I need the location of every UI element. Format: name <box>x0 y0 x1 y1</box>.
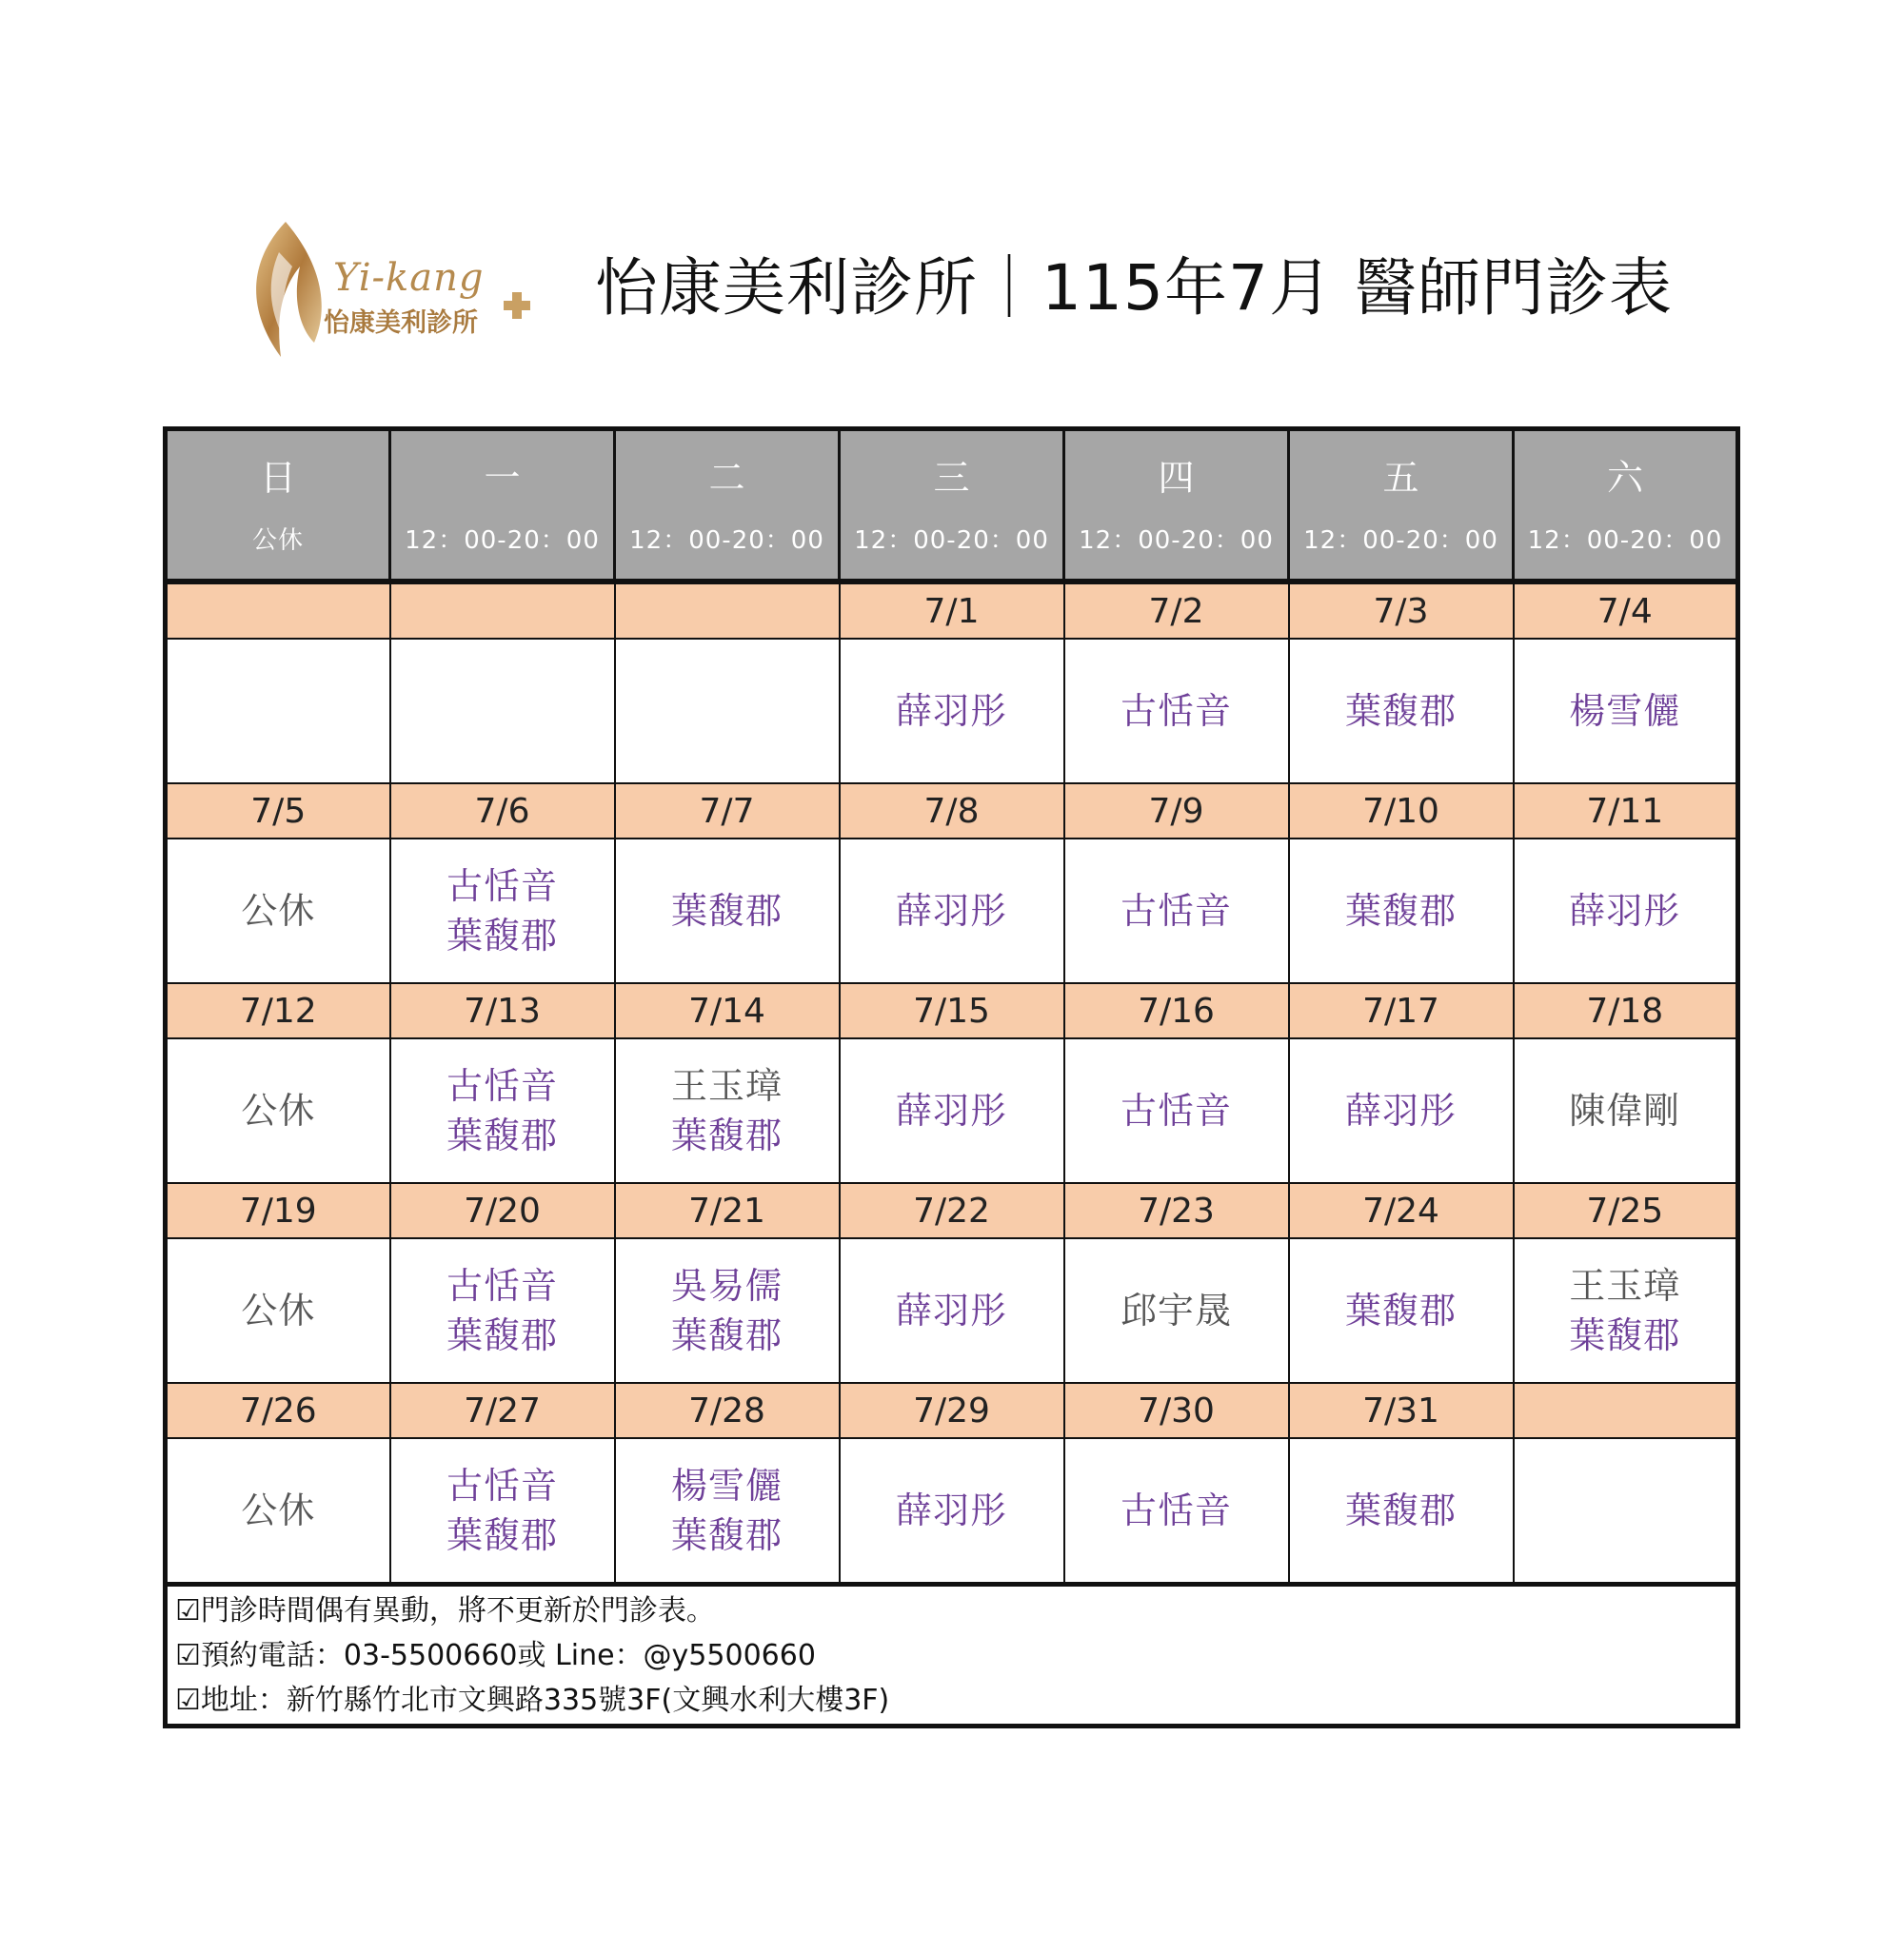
doctor-name: 薛羽彤 <box>895 690 1007 732</box>
weekday-label: 三 <box>933 457 970 499</box>
date-cell: 7/16 <box>1064 983 1289 1038</box>
doctor-name: 古恬音 <box>446 1465 558 1507</box>
doctor-cell <box>615 1438 840 1585</box>
date-cell: 7/12 <box>166 983 390 1038</box>
weekday-hours: 12：00-20：00 <box>1527 526 1723 555</box>
doctor-cell <box>1064 839 1289 983</box>
logo-chinese-text: 怡康美利診所 <box>324 308 478 338</box>
doctor-cell <box>840 1038 1064 1183</box>
doctor-cell <box>166 839 390 983</box>
date-row <box>166 783 1738 839</box>
doctor-cell <box>615 1038 840 1183</box>
date-cell: 7/18 <box>1514 983 1738 1038</box>
doctor-cell <box>166 1438 390 1585</box>
doctor-name: 王玉璋 <box>670 1065 783 1107</box>
doctor-cell <box>840 1238 1064 1383</box>
page-title: 怡康美利診所｜115年7月 醫師門診表 <box>595 251 1673 325</box>
doctor-cell <box>390 839 615 983</box>
notes-cell <box>166 1585 1738 1727</box>
weekday-header-1 <box>390 429 615 582</box>
doctor-name: 葉馥郡 <box>446 915 558 957</box>
date-cell: 7/5 <box>166 783 390 839</box>
doctor-name: 薛羽彤 <box>895 890 1007 932</box>
doctor-cell <box>615 839 840 983</box>
doctor-name: 薛羽彤 <box>1569 890 1681 932</box>
date-cell: 7/4 <box>1514 582 1738 639</box>
doctor-cell <box>390 1438 615 1585</box>
note-reservation-phone: ☑預約電話：03-5500660或 Line：@y5500660 <box>175 1638 816 1672</box>
date-cell: 7/7 <box>615 783 840 839</box>
clinic-logo <box>233 214 538 366</box>
doctor-cell <box>1289 839 1514 983</box>
date-cell: 7/13 <box>390 983 615 1038</box>
doctor-name: 楊雪儷 <box>1569 690 1681 732</box>
doctor-name: 薛羽彤 <box>895 1290 1007 1332</box>
doctor-name: 薛羽彤 <box>1344 1090 1457 1132</box>
date-cell: 7/14 <box>615 983 840 1038</box>
date-cell: 7/24 <box>1289 1183 1514 1238</box>
weekday-header-row <box>166 429 1738 582</box>
date-cell <box>1514 1383 1738 1438</box>
date-cell: 7/30 <box>1064 1383 1289 1438</box>
doctor-cell <box>1289 1438 1514 1585</box>
doctor-row <box>166 639 1738 783</box>
date-row <box>166 983 1738 1038</box>
weekday-header-0 <box>166 429 390 582</box>
weekday-label: 四 <box>1158 457 1195 499</box>
date-cell: 7/9 <box>1064 783 1289 839</box>
date-cell: 7/28 <box>615 1383 840 1438</box>
doctor-name: 古恬音 <box>446 865 558 907</box>
doctor-name: 葉馥郡 <box>670 1115 783 1156</box>
doctor-name: 葉馥郡 <box>1344 890 1457 932</box>
date-row <box>166 1383 1738 1438</box>
doctor-name: 王玉璋 <box>1569 1265 1681 1307</box>
doctor-cell <box>615 1238 840 1383</box>
doctor-cell <box>1514 1038 1738 1183</box>
doctor-name: 葉馥郡 <box>1569 1314 1681 1356</box>
weekday-hours: 12：00-20：00 <box>1079 526 1274 555</box>
date-cell: 7/22 <box>840 1183 1064 1238</box>
date-cell: 7/20 <box>390 1183 615 1238</box>
date-cell: 7/2 <box>1064 582 1289 639</box>
doctor-name: 古恬音 <box>446 1065 558 1107</box>
schedule-table <box>163 426 1740 1728</box>
doctor-cell <box>390 1038 615 1183</box>
date-cell: 7/15 <box>840 983 1064 1038</box>
closed-label: 公休 <box>241 1090 316 1132</box>
date-cell: 7/11 <box>1514 783 1738 839</box>
logo-english-text: Yi-kang <box>333 256 485 300</box>
weekday-header-4 <box>1064 429 1289 582</box>
doctor-cell <box>166 639 390 783</box>
note-address: ☑地址：新竹縣竹北市文興路335號3F(文興水利大樓3F) <box>175 1683 890 1717</box>
doctor-name: 古恬音 <box>1120 890 1232 932</box>
date-cell: 7/10 <box>1289 783 1514 839</box>
doctor-name: 薛羽彤 <box>895 1490 1007 1531</box>
date-row <box>166 1183 1738 1238</box>
doctor-cell <box>1289 1238 1514 1383</box>
date-cell: 7/23 <box>1064 1183 1289 1238</box>
doctor-cell <box>1064 1038 1289 1183</box>
date-cell: 7/3 <box>1289 582 1514 639</box>
closed-label: 公休 <box>241 890 316 932</box>
doctor-cell <box>1514 1238 1738 1383</box>
date-cell: 7/8 <box>840 783 1064 839</box>
doctor-cell <box>390 639 615 783</box>
date-cell <box>166 582 390 639</box>
doctor-cell <box>1289 639 1514 783</box>
doctor-name: 葉馥郡 <box>446 1514 558 1556</box>
date-row <box>166 582 1738 639</box>
doctor-name: 葉馥郡 <box>446 1314 558 1356</box>
doctor-name: 葉馥郡 <box>1344 1290 1457 1332</box>
date-cell: 7/27 <box>390 1383 615 1438</box>
closed-label: 公休 <box>241 1290 316 1332</box>
closed-label: 公休 <box>241 1490 316 1531</box>
doctor-name: 古恬音 <box>1120 1090 1232 1132</box>
doctor-cell <box>1514 639 1738 783</box>
doctor-row <box>166 1038 1738 1183</box>
date-cell: 7/21 <box>615 1183 840 1238</box>
doctor-name: 葉馥郡 <box>670 1514 783 1556</box>
weekday-header-3 <box>840 429 1064 582</box>
doctor-cell <box>840 1438 1064 1585</box>
date-cell: 7/26 <box>166 1383 390 1438</box>
date-cell: 7/1 <box>840 582 1064 639</box>
doctor-cell <box>1064 1238 1289 1383</box>
doctor-cell <box>1064 639 1289 783</box>
doctor-cell <box>1514 839 1738 983</box>
doctor-cell <box>390 1238 615 1383</box>
doctor-cell <box>840 639 1064 783</box>
doctor-cell <box>840 839 1064 983</box>
doctor-name: 古恬音 <box>446 1265 558 1307</box>
weekday-hours: 12：00-20：00 <box>854 526 1049 555</box>
note-schedule-change: ☑門診時間偶有異動，將不更新於門診表。 <box>175 1593 715 1628</box>
weekday-label: 日 <box>259 457 296 499</box>
date-cell: 7/25 <box>1514 1183 1738 1238</box>
weekday-header-5 <box>1289 429 1514 582</box>
doctor-cell <box>615 639 840 783</box>
doctor-cell <box>1064 1438 1289 1585</box>
doctor-cell <box>1514 1438 1738 1585</box>
doctor-name: 邱宇晟 <box>1120 1290 1232 1332</box>
doctor-row <box>166 1238 1738 1383</box>
date-cell <box>390 582 615 639</box>
notes-row <box>166 1585 1738 1727</box>
weekday-hours: 12：00-20：00 <box>1303 526 1498 555</box>
weekday-label: 二 <box>708 457 745 499</box>
doctor-name: 吳易儒 <box>670 1265 783 1307</box>
gold-cross-icon <box>502 290 532 321</box>
date-cell: 7/17 <box>1289 983 1514 1038</box>
doctor-cell <box>166 1238 390 1383</box>
doctor-cell <box>166 1038 390 1183</box>
date-cell: 7/19 <box>166 1183 390 1238</box>
weekday-label: 一 <box>484 457 521 499</box>
weekday-hours: 12：00-20：00 <box>405 526 600 555</box>
weekday-label: 六 <box>1606 457 1643 499</box>
weekday-hours: 12：00-20：00 <box>629 526 824 555</box>
doctor-name: 葉馥郡 <box>670 1314 783 1356</box>
weekday-header-2 <box>615 429 840 582</box>
date-cell: 7/29 <box>840 1383 1064 1438</box>
doctor-name: 陳偉剛 <box>1569 1090 1681 1132</box>
doctor-name: 葉馥郡 <box>446 1115 558 1156</box>
date-cell: 7/6 <box>390 783 615 839</box>
doctor-row <box>166 1438 1738 1585</box>
date-cell: 7/31 <box>1289 1383 1514 1438</box>
doctor-cell <box>1289 1038 1514 1183</box>
date-cell <box>615 582 840 639</box>
doctor-row <box>166 839 1738 983</box>
weekday-label: 五 <box>1382 457 1419 499</box>
doctor-name: 薛羽彤 <box>895 1090 1007 1132</box>
doctor-name: 楊雪儷 <box>670 1465 783 1507</box>
doctor-name: 古恬音 <box>1120 1490 1232 1531</box>
doctor-name: 葉馥郡 <box>1344 1490 1457 1531</box>
weekday-hours: 公休 <box>251 526 304 555</box>
doctor-name: 古恬音 <box>1120 690 1232 732</box>
weekday-header-6 <box>1514 429 1738 582</box>
doctor-name: 葉馥郡 <box>670 890 783 932</box>
doctor-name: 葉馥郡 <box>1344 690 1457 732</box>
